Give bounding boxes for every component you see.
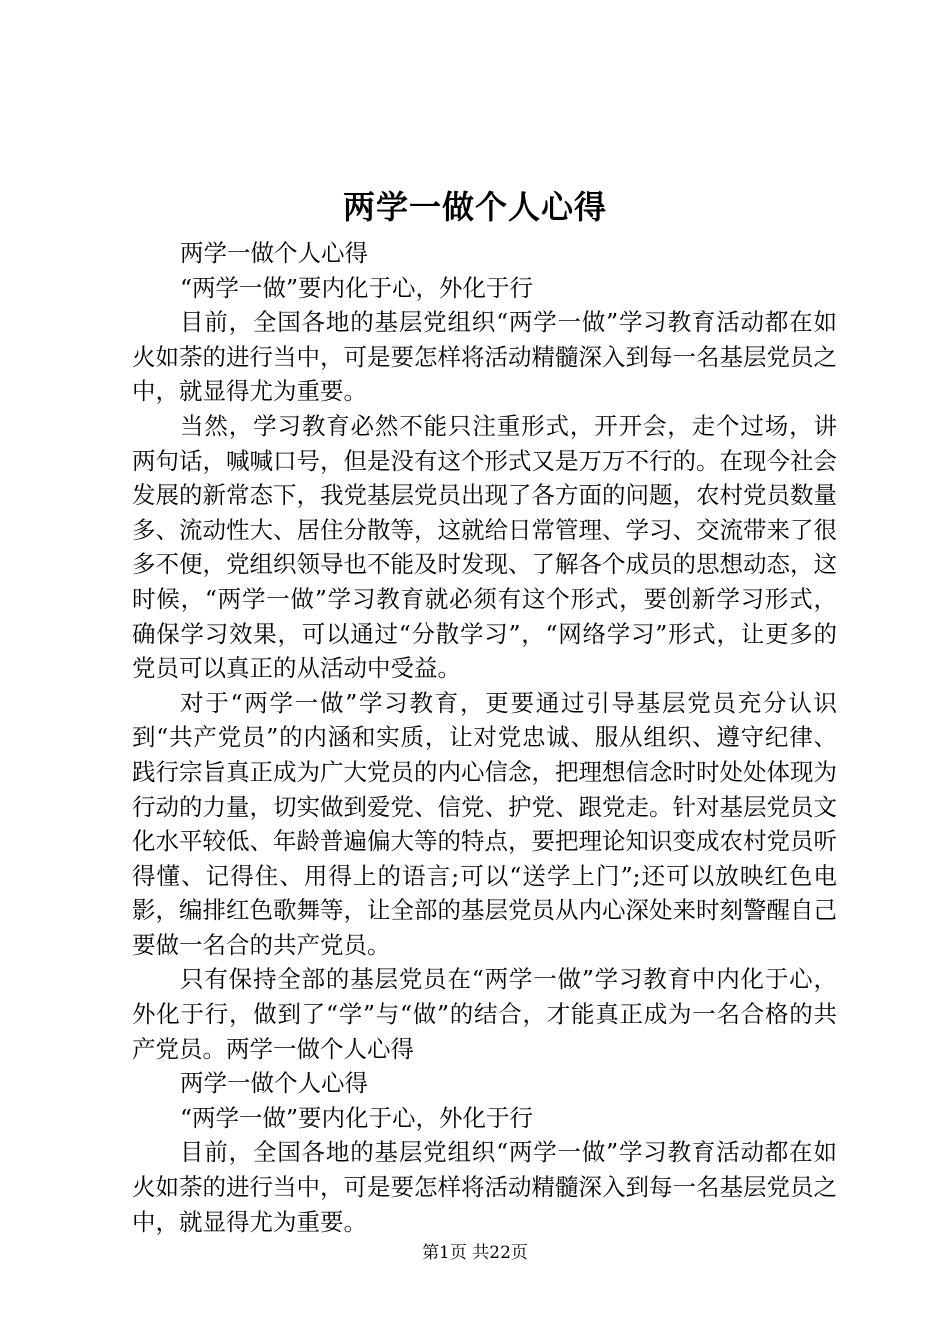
paragraph: 当然，学习教育必然不能只注重形式，开开会，走个过场，讲两句话，喊喊口号，但是没有这个形式又是万万不行的。在现今社会发展的新常态下，我党基层党员出现了各方面的问题，农村党员数量多、流动性大、居住分散等，这就给日常管理、学习、交流带来了很多不便，党组织领导也不能及时发现、了解各个成员的思想动态，这时候，“两学一做”学习教育就必须有这个形式，要创新学习形式，确保学习效果，可以通过“分散学习”，“网络学习”形式，让更多的党员可以真正的从活动中受益。 (132, 411, 837, 683)
paragraph: 只有保持全部的基层党员在“两学一做”学习教育中内化于心，外化于行，做到了“学”与“做”的结合，才能真正成为一名合格的共产党员。两学一做个人心得 (132, 965, 837, 1063)
paragraph: 目前，全国各地的基层党组织“两学一做”学习教育活动都在如火如荼的进行当中，可是要怎样将活动精髓深入到每一名基层党员之中，就显得尤为重要。 (132, 1138, 837, 1236)
paragraph: “两学一做”要内化于心，外化于行 (180, 1103, 534, 1132)
paragraph: 两学一做个人心得 (180, 239, 368, 267)
document-title: 两学一做个人心得 (342, 188, 607, 226)
paragraph: 对于“两学一做”学习教育，更要通过引导基层党员充分认识到“共产党员”的内涵和实质，让对党忠诚、服从组织、遵守纪律、践行宗旨真正成为广大党员的内心信念，把理想信念时时处处体现为行动的力量，切实做到爱党、信党、护党、跟党走。针对基层党员文化水平较低、年龄普遍偏大等的特点，要把理论知识变成农村党员听得懂、记得住、用得上的语言;可以“送学上门”;还可以放映红色电影，编排红色歌舞等，让全部的基层党员从内心深处来时刻警醒自己要做一名合的共产党员。 (132, 688, 837, 959)
page-footer: 第1页 共22页 (422, 1243, 528, 1263)
paragraph: 目前，全国各地的基层党组织“两学一做”学习教育活动都在如火如荼的进行当中，可是要怎样将活动精髓深入到每一名基层党员之中，就显得尤为重要。 (132, 308, 837, 406)
paragraph: 两学一做个人心得 (180, 1069, 368, 1098)
paragraph: “两学一做”要内化于心，外化于行 (180, 273, 534, 302)
document-body (132, 236, 837, 1239)
